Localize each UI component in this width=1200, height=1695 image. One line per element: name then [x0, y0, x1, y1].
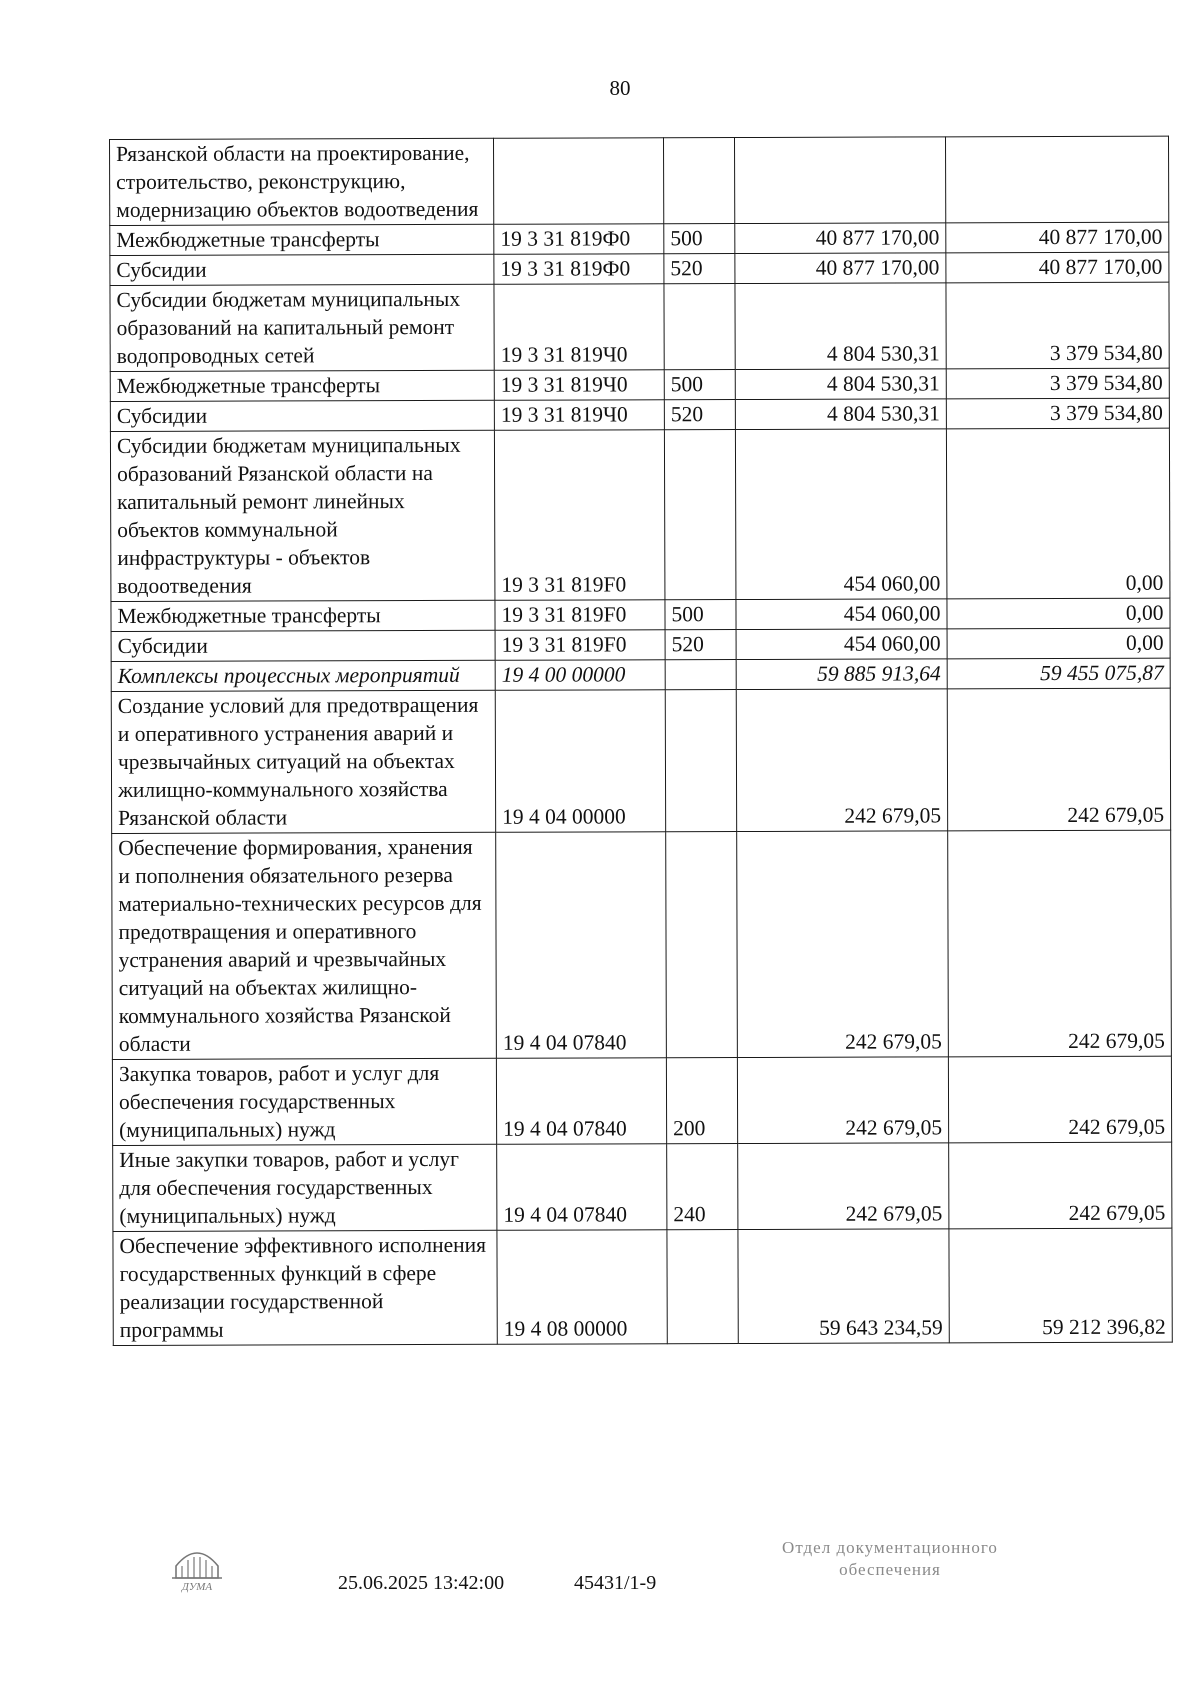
row-amount-2026-cell: 59 455 075,87 [947, 658, 1170, 689]
row-name-cell: Комплексы процессных мероприятий [111, 660, 495, 691]
row-amount-2026-cell: 40 877 170,00 [946, 252, 1169, 283]
row-code-cell: 19 3 31 819F0 [495, 630, 665, 661]
row-amount-2025-cell [734, 137, 945, 224]
department-stamp [740, 1537, 1040, 1581]
table-row [110, 398, 1169, 431]
table-row [110, 428, 1170, 601]
table-row [110, 222, 1169, 255]
row-code-cell: 19 3 31 819Ф0 [494, 254, 664, 285]
logo-text: ДУМА [181, 1581, 213, 1593]
row-amount-2025-cell: 242 679,05 [737, 831, 949, 1058]
row-name-cell: Субсидии [110, 254, 494, 285]
row-code-cell: 19 3 31 819Ч0 [494, 284, 664, 371]
row-code-cell: 19 4 04 07840 [496, 832, 667, 1059]
row-code-cell: 19 4 04 07840 [497, 1144, 667, 1231]
row-amount-2026-cell: 40 877 170,00 [946, 222, 1169, 253]
row-amount-2025-cell: 454 060,00 [736, 599, 947, 630]
row-amount-2025-cell: 4 804 530,31 [735, 369, 946, 400]
row-kvr-cell: 240 [667, 1144, 738, 1230]
row-name-cell: Закупка товаров, работ и услуг для обеспечения государственных (муниципальных) нужд [112, 1058, 496, 1145]
row-amount-2025-cell: 4 804 530,31 [735, 399, 946, 430]
row-amount-2026-cell: 242 679,05 [949, 1142, 1172, 1229]
row-name-cell: Иные закупки товаров, работ и услуг для обеспечения государственных (муниципальных) нужд [113, 1144, 497, 1231]
row-amount-2025-cell: 59 643 234,59 [738, 1229, 949, 1344]
row-amount-2025-cell: 454 060,00 [735, 429, 947, 600]
row-code-cell: 19 3 31 819Ч0 [494, 370, 664, 401]
row-kvr-cell: 500 [664, 224, 735, 254]
footer-doc-number: 45431/1-9 [574, 1572, 657, 1594]
row-kvr-cell: 520 [664, 400, 735, 430]
row-name-cell: Обеспечение формирования, хранения и пополнения обязательного резерва материально-технических ресурсов для предотвращения и оперативного устранения аварий и чрезвычайных ситуаций на объектах жилищно-коммунального хозяйства Рязанской области [112, 832, 497, 1059]
row-code-cell: 19 3 31 819F0 [495, 600, 665, 631]
row-name-cell: Субсидии бюджетам муниципальных образований Рязанской области на капитальный ремонт линейных объектов коммунальной инфраструктуры - объектов водоотведения [110, 430, 495, 601]
table-row [112, 1056, 1171, 1145]
row-amount-2025-cell: 242 679,05 [737, 1057, 948, 1144]
row-amount-2026-cell [945, 136, 1168, 223]
table-row [111, 688, 1170, 833]
table-row [111, 658, 1170, 691]
row-code-cell: 19 3 31 819Ч0 [494, 400, 664, 431]
row-kvr-cell: 520 [665, 630, 736, 660]
table-row [111, 598, 1170, 631]
table-row [110, 368, 1169, 401]
row-amount-2026-cell: 0,00 [947, 628, 1170, 659]
row-amount-2025-cell: 242 679,05 [738, 1143, 949, 1230]
row-amount-2025-cell: 40 877 170,00 [735, 223, 946, 254]
table-row [113, 1228, 1172, 1345]
row-name-cell: Межбюджетные трансферты [110, 370, 494, 401]
row-code-cell: 19 4 00 00000 [495, 660, 665, 691]
row-name-cell: Субсидии бюджетам муниципальных образований на капитальный ремонт водопроводных сетей [110, 284, 494, 371]
row-code-cell: 19 4 04 00000 [495, 690, 665, 833]
table-row [110, 136, 1169, 225]
row-code-cell [493, 138, 663, 225]
row-name-cell: Обеспечение эффективного исполнения государственных функций в сфере реализации государственной программы [113, 1230, 497, 1345]
row-amount-2026-cell: 242 679,05 [948, 830, 1172, 1057]
row-amount-2025-cell: 40 877 170,00 [735, 253, 946, 284]
row-kvr-cell: 500 [665, 600, 736, 630]
row-kvr-cell [663, 138, 734, 224]
row-name-cell: Рязанской области на проектирование, строительство, реконструкцию, модернизацию объектов водоотведения [110, 138, 494, 225]
row-amount-2026-cell: 0,00 [946, 428, 1170, 599]
budget-table [109, 136, 1173, 1346]
row-amount-2026-cell: 0,00 [947, 598, 1170, 629]
row-amount-2025-cell: 59 885 913,64 [736, 659, 947, 690]
row-amount-2025-cell: 4 804 530,31 [735, 283, 946, 370]
row-code-cell: 19 3 31 819F0 [494, 430, 665, 601]
row-kvr-cell [664, 284, 735, 370]
duma-logo-icon [168, 1536, 226, 1594]
row-amount-2025-cell: 242 679,05 [736, 689, 947, 832]
table-row [111, 628, 1170, 661]
row-kvr-cell: 200 [666, 1058, 737, 1144]
row-name-cell: Создание условий для предотвращения и оперативного устранения аварий и чрезвычайных ситуаций на объектах жилищно-коммунального хозяйства Рязанской области [111, 690, 495, 833]
row-amount-2026-cell: 3 379 534,80 [946, 368, 1169, 399]
row-name-cell: Межбюджетные трансферты [111, 600, 495, 631]
stamp-line-1: Отдел документационного [782, 1538, 998, 1557]
row-name-cell: Субсидии [110, 400, 494, 431]
table-row [112, 830, 1172, 1059]
row-amount-2025-cell: 454 060,00 [736, 629, 947, 660]
row-amount-2026-cell: 3 379 534,80 [946, 398, 1169, 429]
row-code-cell: 19 4 04 07840 [496, 1058, 666, 1145]
row-kvr-cell [667, 1230, 738, 1344]
row-amount-2026-cell: 242 679,05 [947, 688, 1170, 831]
row-name-cell: Межбюджетные трансферты [110, 224, 494, 255]
stamp-line-2: обеспечения [839, 1560, 941, 1579]
row-amount-2026-cell: 242 679,05 [948, 1056, 1171, 1143]
footer-datetime: 25.06.2025 13:42:00 [338, 1572, 505, 1594]
table-row [113, 1142, 1172, 1231]
row-amount-2026-cell: 3 379 534,80 [946, 282, 1169, 369]
row-code-cell: 19 4 08 00000 [497, 1230, 667, 1345]
row-amount-2026-cell: 59 212 396,82 [949, 1228, 1172, 1343]
row-kvr-cell: 500 [664, 370, 735, 400]
row-kvr-cell [664, 430, 736, 600]
row-kvr-cell [665, 660, 736, 690]
table-row [110, 282, 1169, 371]
row-name-cell: Субсидии [111, 630, 495, 661]
page-number: 80 [609, 76, 631, 100]
table-row [110, 252, 1169, 285]
row-kvr-cell: 520 [664, 254, 735, 284]
row-kvr-cell [665, 690, 736, 832]
budget-table-body [110, 136, 1173, 1345]
row-code-cell: 19 3 31 819Ф0 [494, 224, 664, 255]
row-kvr-cell [666, 832, 738, 1058]
